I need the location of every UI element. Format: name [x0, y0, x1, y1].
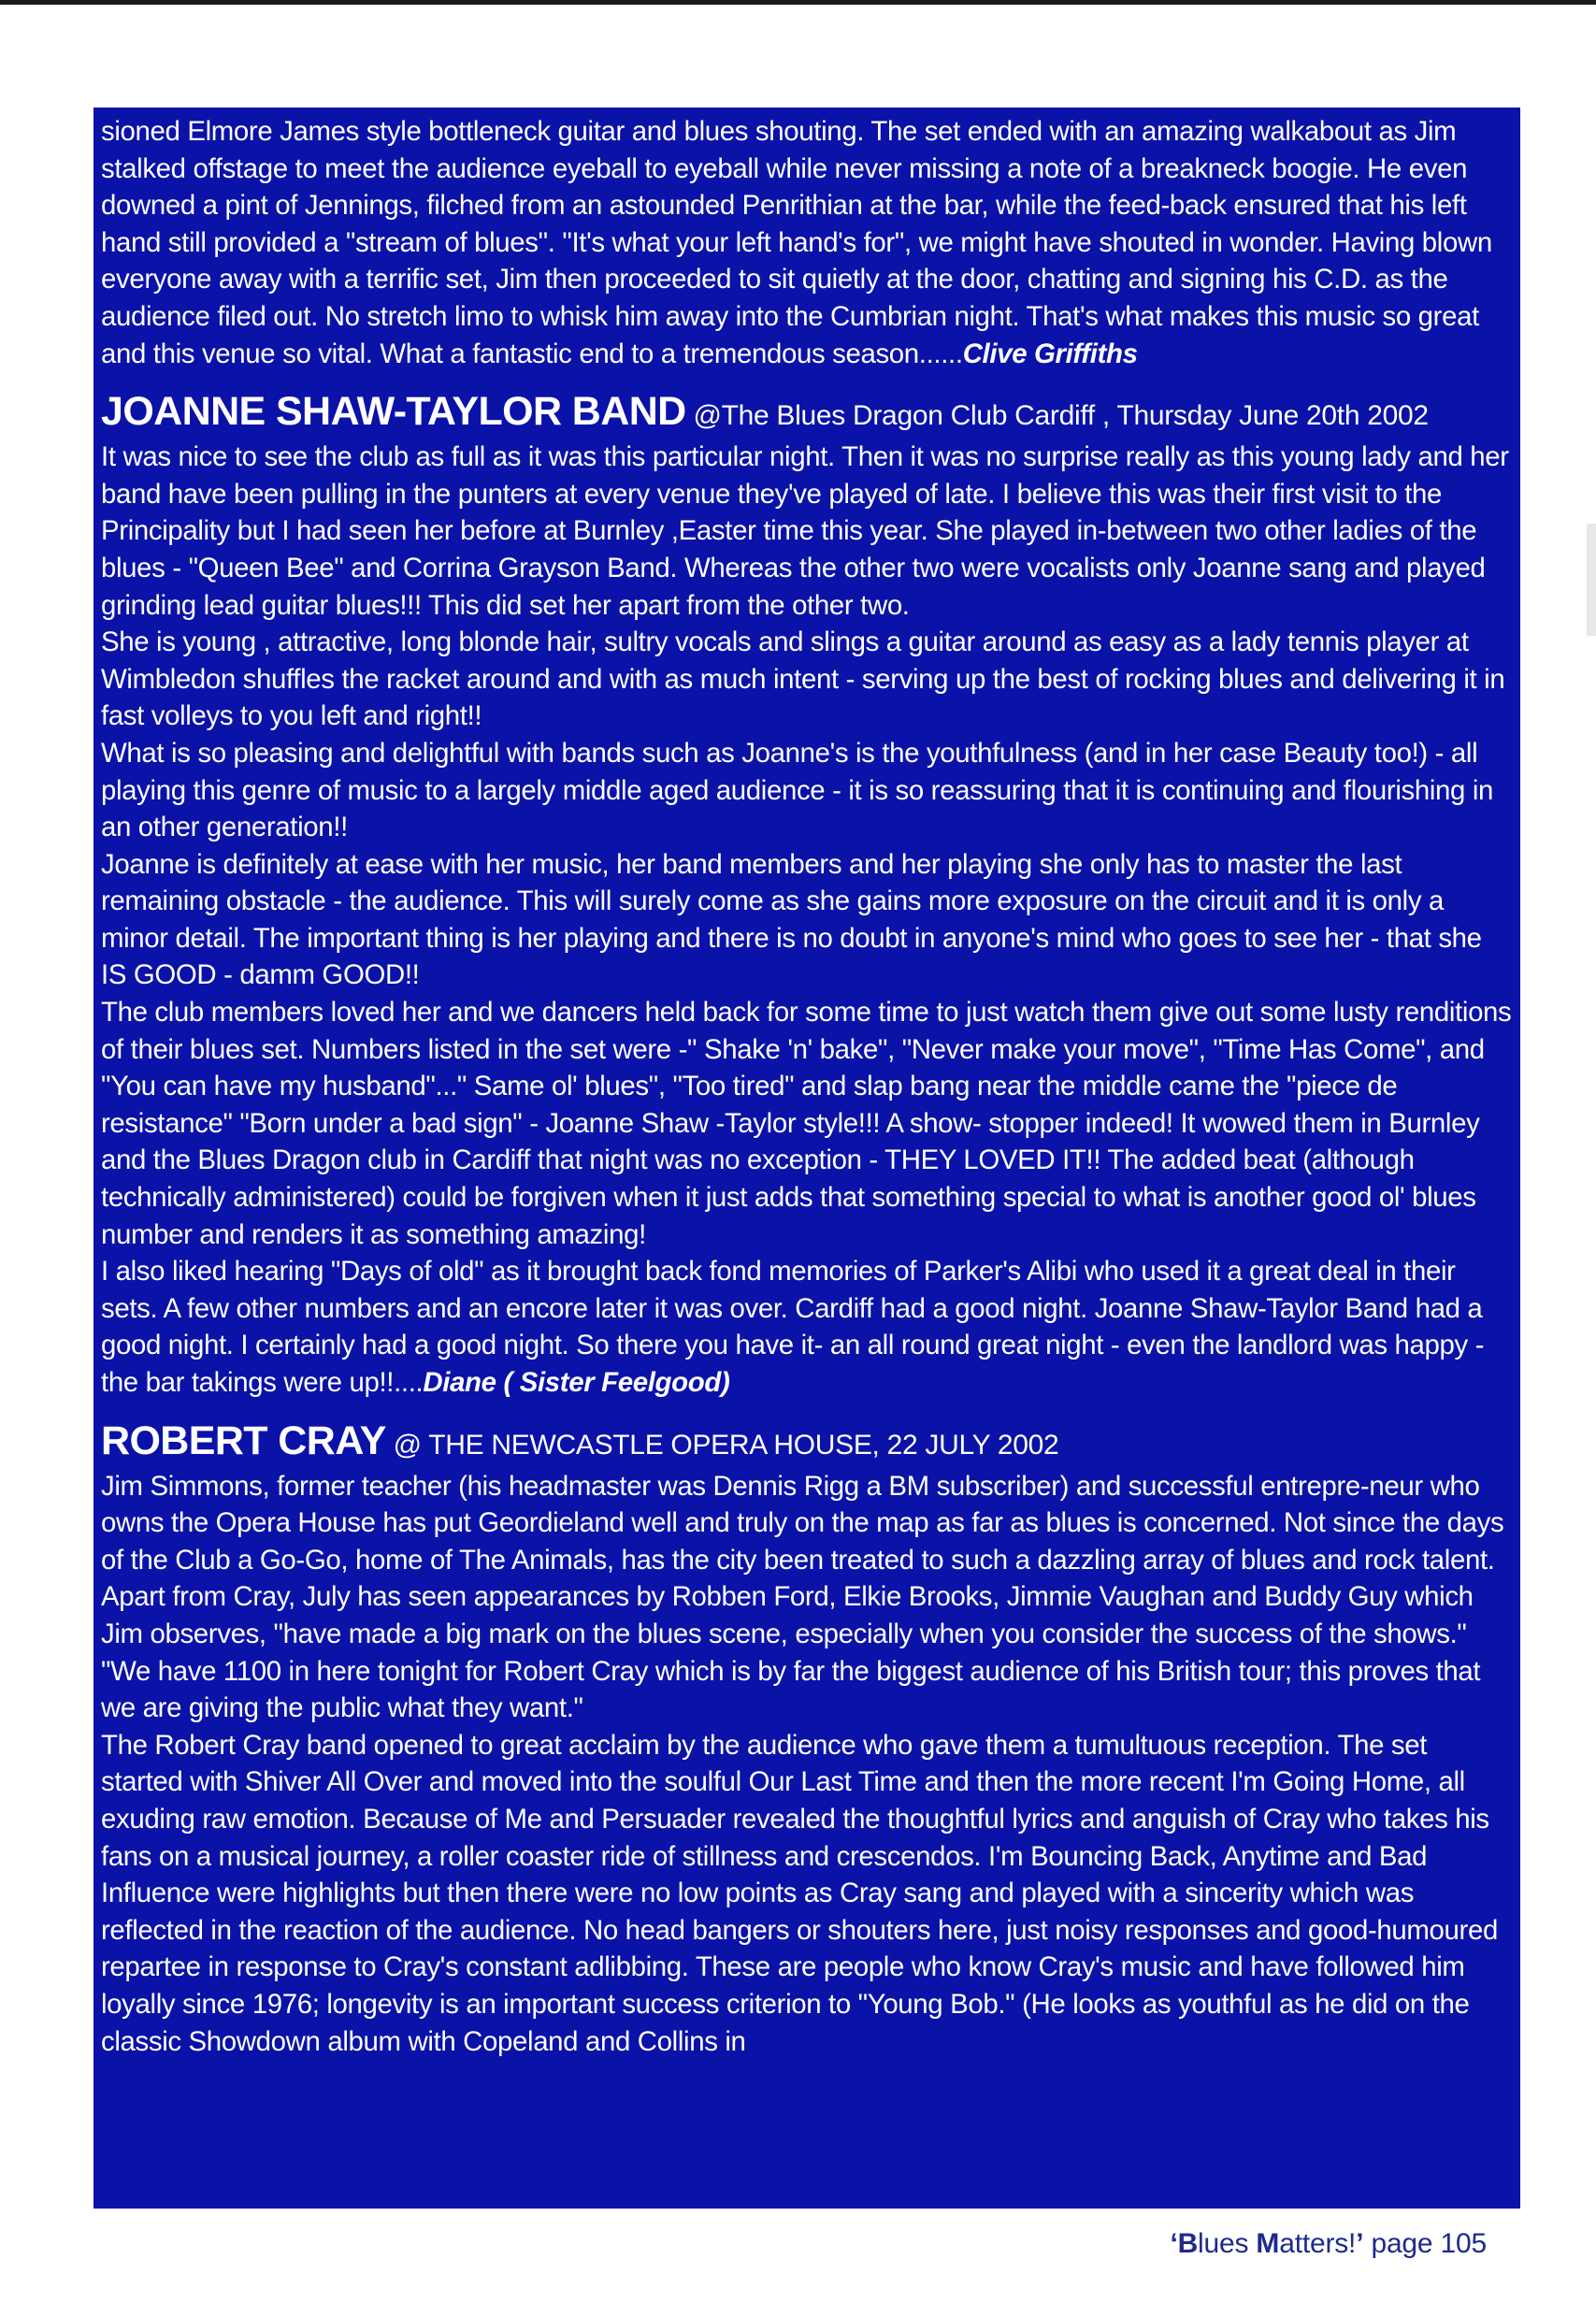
- joanne-paragraph-3: What is so pleasing and delightful with bands such as Joanne's is the youthfulness (and in her case Beauty too!) - all playing this genre of music to a largely middle aged audience - it is so reassuring that it is continuing and flourishing in an other generation!!: [101, 737, 1494, 843]
- footer-word-lues: lues: [1198, 2228, 1257, 2259]
- cray-artist-name: ROBERT CRAY: [101, 1418, 386, 1463]
- joanne-paragraph-2: She is young , attractive, long blonde hair, sultry vocals and slings a guitar around as easy as a lady tennis player at Wimbledon shuffles the racket around and with as much intent - serving up the best of rocking blues and delivering it in fast volleys to you left and right!!: [101, 626, 1505, 732]
- cray-paragraph-2: The Robert Cray band opened to great acclaim by the audience who gave them a tumultuous reception. The set started with Shiver All Over and moved into the soulful Our Last Time and then the more recent I'm Going Home, all exuding raw emotion. Because of Me and Persuader revealed the thoughtful lyrics and anguish of Cray who takes his fans on a musical journey, a roller coaster ride of stillness and crescendos. I'm Bouncing Back, Anytime and Bad Influence were highlights but then there were no low points as Cray sang and played with a sincerity which was reflected in the reaction of the audience. No head bangers or shouters here, just noisy responses and good-humoured repartee in response to Cray's constant adlibbing. These are people who know Cray's music and have followed him loyally since 1976; longevity is an important success criterion to "Young Bob." (He looks as youthful as he did on the classic Showdown album with Copeland and Collins in: [101, 1729, 1498, 2057]
- intro-paragraph: [101, 113, 1513, 372]
- intro-text: sioned Elmore James style bottleneck guitar and blues shouting. The set ended with an amazing walkabout as Jim stalked offstage to meet the audience eyeball to eyeball while never missing a note of a breakneck boogie. He even downed a pint of Jennings, filched from an astounded Penrithian at the bar, while the feed-back ensured that his left hand still provided a "stream of blues". "It's what your left hand's for", we might have shouted in wonder. Having blown everyone away with a terrific set, Jim then proceeded to sit quietly at the door, chatting and signing his C.D. as the audience filed out. No stretch limo to whisk him away into the Cumbrian night. That's what makes this music so great and this venue so vital. What a fantastic end to a tremendous season......: [101, 116, 1492, 369]
- joanne-paragraph-5: The club members loved her and we dancers held back for some time to just watch them give out some lusty renditions of their blues set. Numbers listed in the set were -" Shake 'n' bake", "Never make your move", "Time Has Come", and "You can have my husband"..." Same ol' blues", "Too tired" and slap bang near the middle came the "piece de resistance" "Born under a bad sign" - Joanne Shaw -Taylor style!!! A show- stopper indeed! It wowed them in Burnley and the Blues Dragon club in Cardiff that night was no exception - THEY LOVED IT!! The added beat (although technically administered) could be forgiven when it just adds that something special to what is another good ol' blues number and renders it as something amazing!: [101, 997, 1512, 1250]
- intro-byline: Clive Griffiths: [962, 338, 1138, 369]
- joanne-paragraph-6: [101, 1253, 1513, 1401]
- joanne-paragraph-1: It was nice to see the club as full as it was this particular night. Then it was no surprise really as this young lady and her band have been pulling in the punters at every venue they've played of late. I believe this was their first visit to the Principality but I had seen her before at Burnley ,Easter time this year. She played in-between two other ladies of the blues - "Queen Bee" and Corrina Grayson Band. Whereas the other two were vocalists only Joanne sang and played grinding lead guitar blues!!! This did set her apart from the other two.: [101, 441, 1509, 621]
- cray-review-heading: [101, 1418, 1513, 1468]
- joanne-paragraph-6-text: I also liked hearing "Days of old" as it brought back fond memories of Parker's Alibi who used it a great deal in their sets. A few other numbers and an encore later it was over. Cardiff had a good night. Joanne Shaw-Taylor Band had a good night. I certainly had a good night. So there you have it- an all round great night - even the landlord was happy - the bar takings were up!!....: [101, 1256, 1485, 1398]
- footer-page-number: page 105: [1363, 2228, 1487, 2259]
- cray-paragraph-1: Jim Simmons, former teacher (his headmaster was Dennis Rigg a BM subscriber) and successful entrepre-neur who owns the Opera House has put Geordieland well and truly on the map as far as blues is concerned. Not since the days of the Club a Go-Go, home of The Animals, has the city been treated to such a dazzling array of blues and rock talent. Apart from Cray, July has seen appearances by Robben Ford, Elkie Brooks, Jimmie Vaughan and Buddy Guy which Jim observes, "have made a big mark on the blues scene, especially when you consider the success of the shows." "We have 1100 in here tonight for Robert Cray which is by far the biggest audience of his British tour; this proves that we are giving the public what they want.": [101, 1470, 1504, 1724]
- footer-word-atters: atters!: [1279, 2228, 1357, 2259]
- joanne-byline: Diane ( Sister Feelgood): [423, 1367, 730, 1398]
- joanne-review-heading: [101, 389, 1513, 439]
- footer-quote-open: ‘: [1170, 2228, 1178, 2259]
- joanne-band-name: JOANNE SHAW-TAYLOR BAND: [101, 389, 686, 435]
- footer-quote-close: ’: [1356, 2228, 1364, 2259]
- cray-venue-date: @ THE NEWCASTLE OPERA HOUSE, 22 JULY 2002: [393, 1429, 1059, 1461]
- article-panel: [93, 108, 1520, 2209]
- joanne-paragraph-4: Joanne is definitely at ease with her music, her band members and her playing she only has to master the last remaining obstacle - the audience. This will surely come as she gains more exposure on the circuit and it is only a minor detail. The important thing is her playing and there is no doubt in anyone's mind who goes to see her - that she IS GOOD - damm GOOD!!: [101, 848, 1482, 991]
- footer-letter-m: M: [1256, 2228, 1280, 2259]
- page-edge-shadow: [1587, 524, 1596, 636]
- top-border-rule: [0, 0, 1596, 5]
- page-footer: [1170, 2228, 1487, 2260]
- footer-letter-b: B: [1177, 2228, 1199, 2259]
- joanne-venue-date: @The Blues Dragon Club Cardiff , Thursday June 20th 2002: [693, 400, 1429, 432]
